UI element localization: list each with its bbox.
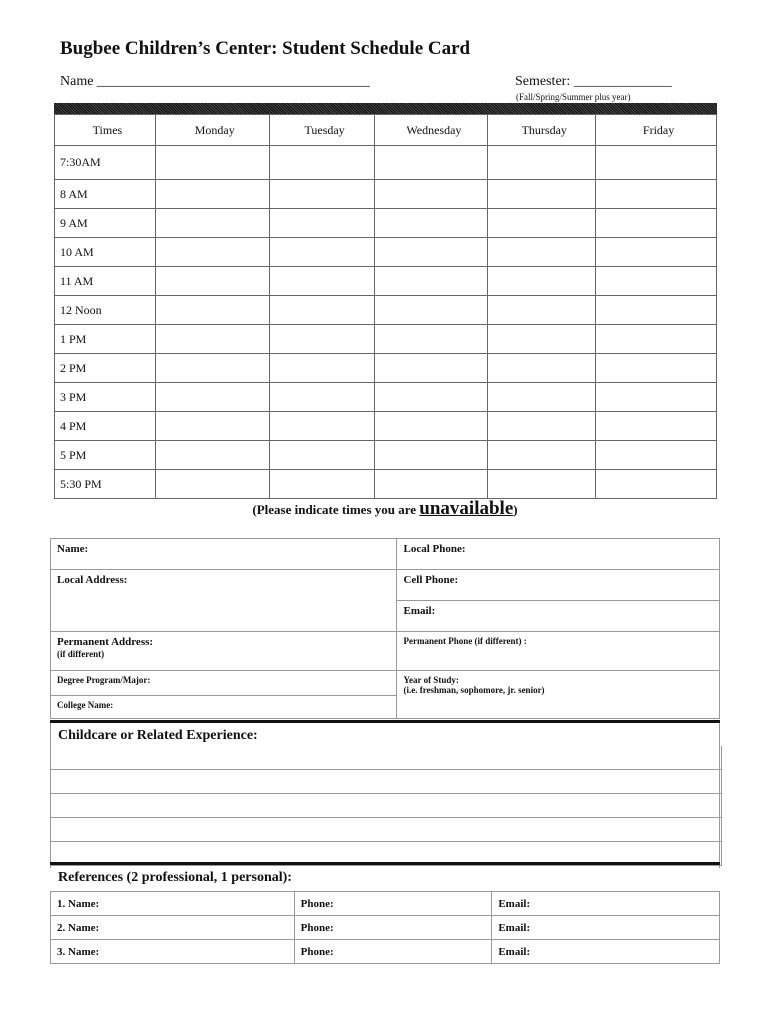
schedule-row	[55, 267, 717, 296]
schedule-cell[interactable]	[155, 209, 269, 238]
email-label: Email:	[403, 605, 436, 617]
availability-note	[0, 498, 770, 520]
schedule-cell[interactable]	[596, 238, 717, 267]
schedule-cell[interactable]	[375, 354, 488, 383]
degree-label: Degree Program/Major:	[57, 675, 151, 685]
semester-field[interactable]: Semester: ______________	[515, 74, 672, 89]
time-label: 11 AM	[55, 267, 156, 296]
col-monday: Monday	[155, 115, 269, 146]
schedule-cell[interactable]	[375, 383, 488, 412]
time-label: 4 PM	[55, 412, 156, 441]
college-cell[interactable]	[51, 696, 397, 719]
note-emphasis: unavailable	[419, 498, 514, 519]
schedule-cell[interactable]	[596, 267, 717, 296]
schedule-cell[interactable]	[596, 325, 717, 354]
schedule-cell[interactable]	[375, 412, 488, 441]
schedule-row	[55, 383, 717, 412]
schedule-cell[interactable]	[269, 383, 375, 412]
schedule-cell[interactable]	[596, 412, 717, 441]
cell-phone-label: Cell Phone:	[403, 574, 459, 586]
time-label: 9 AM	[55, 209, 156, 238]
schedule-cell[interactable]	[375, 180, 488, 209]
schedule-cell[interactable]	[488, 296, 596, 325]
schedule-cell[interactable]	[596, 146, 717, 180]
schedule-cell[interactable]	[269, 238, 375, 267]
reference-phone-cell[interactable]: Phone:	[294, 916, 492, 940]
schedule-cell[interactable]	[375, 441, 488, 470]
schedule-cell[interactable]	[488, 470, 596, 499]
local-address-cell[interactable]	[51, 570, 397, 632]
student-info-table	[50, 538, 720, 719]
time-label: 7:30AM	[55, 146, 156, 180]
time-label: 3 PM	[55, 383, 156, 412]
time-label: 8 AM	[55, 180, 156, 209]
schedule-cell[interactable]	[269, 296, 375, 325]
schedule-cell[interactable]	[596, 383, 717, 412]
note-suffix: )	[513, 502, 518, 517]
schedule-cell[interactable]	[155, 146, 269, 180]
permanent-address-label: Permanent Address:	[57, 636, 154, 648]
permanent-address-cell[interactable]	[51, 632, 397, 671]
time-label: 12 Noon	[55, 296, 156, 325]
schedule-cell[interactable]	[155, 238, 269, 267]
schedule-cell[interactable]	[596, 296, 717, 325]
schedule-row	[55, 180, 717, 209]
reference-email-cell[interactable]: Email:	[492, 892, 720, 916]
name-label: Name:	[57, 543, 89, 555]
experience-line[interactable]	[51, 794, 721, 818]
reference-phone-cell[interactable]: Phone:	[294, 892, 492, 916]
page-title: Bugbee Children’s Center: Student Schedule Card	[60, 38, 471, 59]
reference-name-cell[interactable]: 1. Name:	[51, 892, 295, 916]
schedule-cell[interactable]	[375, 296, 488, 325]
experience-line[interactable]	[51, 770, 721, 794]
local-phone-label: Local Phone:	[403, 543, 466, 555]
schedule-row	[55, 470, 717, 499]
schedule-cell[interactable]	[488, 267, 596, 296]
schedule-cell[interactable]	[155, 180, 269, 209]
name-field[interactable]: Name _______________________________________	[60, 74, 370, 89]
reference-name-cell[interactable]: 2. Name:	[51, 916, 295, 940]
local-address-label: Local Address:	[57, 574, 128, 586]
col-tuesday: Tuesday	[269, 115, 375, 146]
schedule-cell[interactable]	[155, 267, 269, 296]
schedule-cell[interactable]	[269, 209, 375, 238]
schedule-cell[interactable]	[596, 441, 717, 470]
schedule-cell[interactable]	[488, 238, 596, 267]
schedule-cell[interactable]	[488, 209, 596, 238]
experience-lines[interactable]	[50, 746, 722, 866]
permanent-phone-cell[interactable]	[397, 632, 720, 671]
name-cell[interactable]	[51, 539, 397, 570]
schedule-cell[interactable]	[269, 180, 375, 209]
schedule-cell[interactable]	[488, 354, 596, 383]
schedule-cell[interactable]	[269, 470, 375, 499]
schedule-cell[interactable]	[375, 209, 488, 238]
schedule-cell[interactable]	[155, 296, 269, 325]
time-label: 1 PM	[55, 325, 156, 354]
cell-phone-cell[interactable]	[397, 570, 720, 601]
schedule-cell[interactable]	[488, 383, 596, 412]
schedule-cell[interactable]	[269, 354, 375, 383]
schedule-cell[interactable]	[375, 267, 488, 296]
reference-email-cell[interactable]: Email:	[492, 916, 720, 940]
schedule-row	[55, 354, 717, 383]
references-heading: References (2 professional, 1 personal):	[50, 862, 720, 891]
schedule-cell[interactable]	[488, 441, 596, 470]
time-label: 5 PM	[55, 441, 156, 470]
col-thursday: Thursday	[488, 115, 596, 146]
schedule-cell[interactable]	[375, 470, 488, 499]
schedule-cell[interactable]	[596, 209, 717, 238]
schedule-row	[55, 238, 717, 267]
schedule-cell[interactable]	[155, 470, 269, 499]
schedule-cell[interactable]	[375, 325, 488, 354]
reference-phone-cell[interactable]: Phone:	[294, 940, 492, 964]
schedule-cell[interactable]	[269, 267, 375, 296]
reference-row	[51, 916, 720, 940]
year-of-study-cell[interactable]	[397, 671, 720, 719]
schedule-cell[interactable]	[596, 354, 717, 383]
note-prefix: (Please indicate times you are	[252, 502, 420, 517]
experience-heading: Childcare or Related Experience:	[50, 720, 720, 749]
schedule-cell[interactable]	[596, 180, 717, 209]
experience-line[interactable]	[51, 818, 721, 842]
local-phone-cell[interactable]	[397, 539, 720, 570]
schedule-cell[interactable]	[375, 146, 488, 180]
schedule-cell[interactable]	[375, 238, 488, 267]
schedule-cell[interactable]	[269, 325, 375, 354]
schedule-cell[interactable]	[155, 325, 269, 354]
email-cell[interactable]	[397, 601, 720, 632]
reference-email-cell[interactable]: Email:	[492, 940, 720, 964]
permanent-phone-label: Permanent Phone (if different) :	[403, 636, 527, 646]
schedule-cell[interactable]	[488, 412, 596, 441]
schedule-table	[54, 114, 717, 499]
references-table	[50, 891, 720, 964]
schedule-header-row	[55, 115, 717, 146]
if-different-label: (if different)	[57, 649, 105, 659]
schedule-cell[interactable]	[155, 383, 269, 412]
experience-line[interactable]	[51, 746, 721, 770]
reference-row	[51, 892, 720, 916]
schedule-cell[interactable]	[596, 470, 717, 499]
schedule-cell[interactable]	[269, 441, 375, 470]
degree-cell[interactable]	[51, 671, 397, 696]
schedule-row	[55, 209, 717, 238]
schedule-row	[55, 325, 717, 354]
reference-name-cell[interactable]: 3. Name:	[51, 940, 295, 964]
col-friday: Friday	[596, 115, 717, 146]
col-times: Times	[55, 115, 156, 146]
schedule-cell[interactable]	[155, 412, 269, 441]
year-hint-label: (i.e. freshman, sophomore, jr. senior)	[403, 685, 545, 695]
schedule-cell[interactable]	[488, 146, 596, 180]
header-divider-bar	[54, 103, 717, 114]
semester-hint: (Fall/Spring/Summer plus year)	[516, 92, 631, 102]
schedule-cell[interactable]	[269, 146, 375, 180]
schedule-cell[interactable]	[269, 412, 375, 441]
year-of-study-label: Year of Study:	[403, 675, 459, 685]
schedule-cell[interactable]	[155, 354, 269, 383]
schedule-cell[interactable]	[488, 325, 596, 354]
schedule-row	[55, 296, 717, 325]
time-label: 5:30 PM	[55, 470, 156, 499]
col-wednesday: Wednesday	[375, 115, 488, 146]
schedule-cell[interactable]	[155, 441, 269, 470]
time-label: 2 PM	[55, 354, 156, 383]
college-label: College Name:	[57, 700, 114, 710]
schedule-row	[55, 412, 717, 441]
schedule-row	[55, 441, 717, 470]
reference-row	[51, 940, 720, 964]
schedule-row	[55, 146, 717, 180]
time-label: 10 AM	[55, 238, 156, 267]
schedule-cell[interactable]	[488, 180, 596, 209]
